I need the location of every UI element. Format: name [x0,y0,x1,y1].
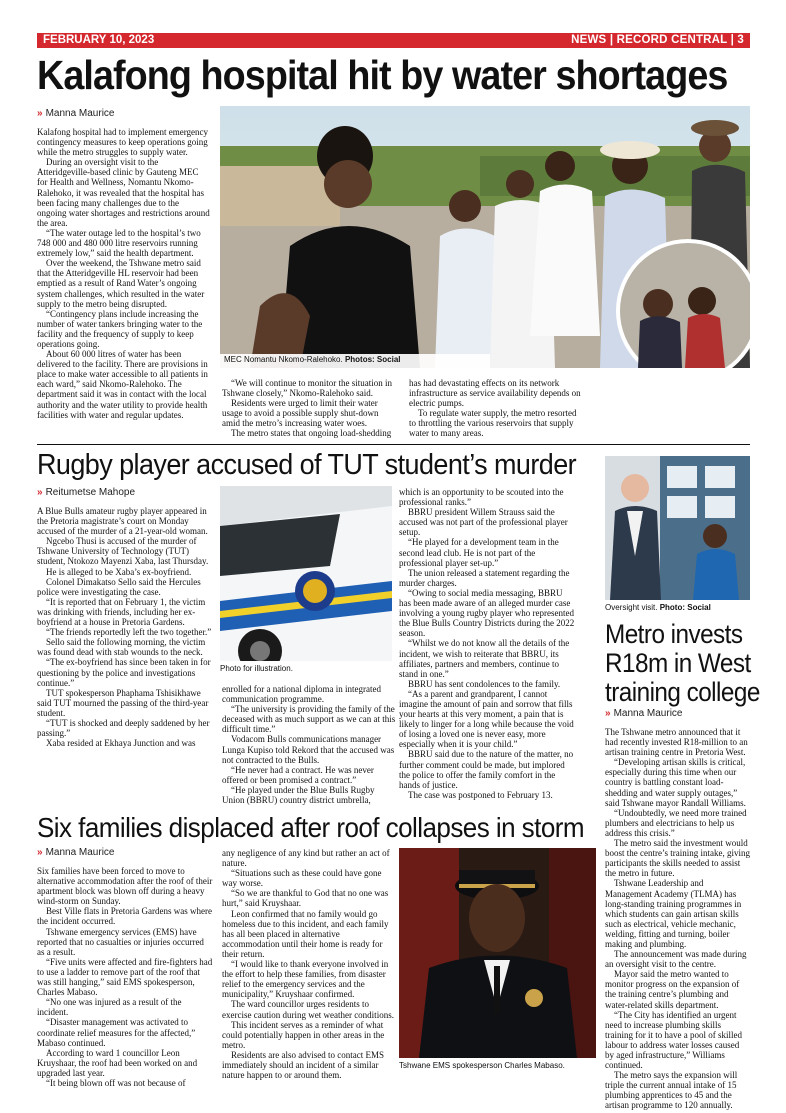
police-vehicle-photo [220,486,392,661]
story1-photo-caption [224,355,401,365]
paragraph: Kalafong hospital had to implement emergency contingency measures to keep operations going while the metro struggles to supply water. [37,127,209,158]
story3-headline-line-2: R18m in West [605,648,751,678]
paragraph: “Owing to social media messaging, BBRU has been made aware of an alleged murder case involving a young rugby player who represented the Blue Bulls Country Districts during the 2022 season. [399,587,575,639]
paragraph: “No one was injured as a result of the incident. [37,997,182,1018]
paragraph: Mayor said the metro wanted to monitor progress on the expansion of the training centre’s plumbing and water-related skills department. [605,969,740,1010]
paragraph: Tshwane emergency services (EMS) have reported that no casualties or injuries occurred as a result. [37,926,204,957]
paragraph: “He never had a contract. He was never offered or been promised a contract.” [222,764,374,785]
paragraph: BBRU has sent condolences to the family. [408,678,561,689]
paragraph: “We will continue to monitor the situation in Tshwane closely,” Nkomo-Ralehoko said. [222,378,392,399]
story4-photo-caption: Tshwane EMS spokesperson Charles Mabaso. [399,1061,565,1070]
paragraph: The announcement was made during an oversight visit to the centre. [605,949,747,970]
paragraph: This incident serves as a reminder of what could potentially happen in other areas in the metro. [222,1019,385,1050]
story4-byline [37,847,114,859]
paragraph: “TUT is shocked and deeply saddened by her passing.” [37,717,210,739]
paragraph: The ward councillor urges residents to exercise caution during wet weather conditions. [222,999,394,1020]
story1-caption-credit: Photos: Social [344,355,401,364]
paragraph: BBRU said due to the nature of the matter, no further comment could be made, but implored the police to offer the family comfort in the hands of justice. [399,749,574,790]
story4-headline: Six families displaced after roof collapses in storm [37,812,584,843]
byline-chevron-icon: » [605,708,611,719]
paragraph: Xaba resided at Ekhaya Junction and was [46,738,196,749]
story1-photo [220,106,750,368]
paragraph: He is alleged to be Xaba’s ex-boyfriend. [46,566,192,577]
story1-column-1 [37,127,210,439]
paragraph: The case was postponed to February 13. [408,789,553,800]
paragraph: During an oversight visit to the Atteridgeville-based clinic by Gauteng MEC for Health and Wellness, Nomantu Nkomo-Ralehoko, it was revealed that the hospital has been facing many challenges due to the ongoing water shortages and restrictions around the area. [37,157,210,228]
paragraph: has had devastating effects on its network infrastructure as service availability depends on electric pumps. [409,378,581,409]
story3-headline-line-1: Metro invests [605,619,743,649]
story2-column-3 [399,487,575,814]
paragraph: “Disaster management was activated to coordinate relief measures for the affected,” Mabaso continued. [37,1017,196,1048]
story1-byline-name: Manna Maurice [45,108,115,119]
paragraph: “So we are thankful to God that no one was hurt,” said Kruyshaar. [222,888,389,909]
story2-photo [220,486,392,661]
paragraph: The Tshwane metro announced that it had recently invested R18-million to an artisan training centre in Pretoria West. [605,727,748,758]
paragraph: To regulate water supply, the metro resorted to throttling the various reservoirs that supply water to many areas. [409,408,577,439]
paragraph: The metro states that ongoing load-shedding [231,428,392,439]
story3-caption-text: Oversight visit. [605,603,660,612]
story1-column-2 [222,378,398,440]
paragraph: “Whilst we do not know all the details of the incident, we wish to reiterate that BBRU, its affiliates, partners and members, continue to stand in one.” [399,638,570,679]
byline-chevron-icon: » [37,847,43,858]
paragraph: “I would like to thank everyone involved in the effort to help these families, from disaster relief to the emergency services and the municipality,” Kruyshaar confirmed. [222,959,389,1000]
paragraph: TUT spokesperson Phaphama Tshisikhawe said TUT mourned the passing of the third-year student. [37,687,209,718]
byline-chevron-icon: » [37,108,43,119]
paragraph: “Contingency plans include increasing the number of water tankers bringing water to the facility and the frequency of supply to keep operations going. [37,308,203,349]
paragraph: “The friends reportedly left the two together.” [46,627,212,638]
paragraph: Best Ville flats in Pretoria Gardens was where the incident occurred. [37,906,212,927]
issue-date: FEBRUARY 10, 2023 [43,34,155,46]
paragraph: Colonel Dimakatso Sello said the Hercules police were investigating the case. [37,576,201,597]
paragraph: According to ward 1 councillor Leon Kruyshaar, the roof had been worked on and upgraded last year. [37,1047,198,1078]
paragraph: Six families have been forced to move to alternative accommodation after the roof of their apartment block was blown off during a heavy wind-storm on Sunday. [37,866,213,907]
paragraph: A Blue Bulls amateur rugby player appeared in the Pretoria magistrate’s court on Monday accused of the murder of a 21-year-old woman. [37,506,208,537]
paragraph: “He played for a development team in the second lead club. He is not part of the professional player set-up.” [399,537,559,568]
page-header-bar [37,33,750,48]
paragraph: enrolled for a national diploma in integrated communication programme. [222,684,381,705]
paragraph: About 60 000 litres of water has been delivered to the facility. There are provisions in place to make water accessible to all patients in each ward,” said Nkomo-Ralehoko. The department said it was in contact with the local authority and the water utility to provide health facilities with water and regular updates. [37,349,208,420]
paragraph: which is an opportunity to be scouted into the professional ranks.” [399,487,564,508]
paragraph: Vodacom Bulls communications manager Lunga Kupiso told Rekord that the accused was not contracted to the Bulls. [222,734,395,765]
story2-byline [37,487,135,499]
paragraph: The union released a statement regarding the murder charges. [399,567,570,588]
paragraph: Over the weekend, the Tshwane metro said that the Atteridgeville HL reservoir had been emptied as a result of Rand Water’s ongoing system challenges, which resulted in the water supply to the metro being disrupted. [37,258,205,309]
ems-spokesperson-photo [399,848,596,1058]
story3-column [605,727,750,1111]
story3-byline-name: Manna Maurice [613,708,683,719]
story3-byline [605,708,682,720]
story4-column-2 [222,848,398,1088]
byline-chevron-icon: » [37,487,43,498]
story3-headline [605,619,760,707]
paragraph: “The ex-boyfriend has since been taken in for questioning by the police and investigations continue.” [37,657,211,688]
paragraph: Leon confirmed that no family would go homeless due to this incident, and each family has all been placed in alternative accommodation until their home is ready for their return. [222,908,389,959]
paragraph: “It is reported that on February 1, the victim was drinking with friends, including her ex-boyfriend at a house in Pretoria Gardens. [37,596,206,628]
story4-photo [399,848,596,1058]
paragraph: any negligence of any kind but rather an act of nature. [222,848,390,869]
paragraph: “Situations such as these could have gone way worse. [222,868,382,889]
paragraph: Ngcebo Thusi is accused of the murder of Tshwane University of Technology (TUT) student, Ntokozo Mayenzi Xaba, last Thursday. [37,536,209,567]
paragraph: The metro says the expansion will triple the current annual intake of 15 plumbing apprentices to 45 and the artisan programme to 120 annually. [605,1070,738,1111]
section-label: NEWS | RECORD CENTRAL | 3 [571,34,744,46]
paragraph: The metro said the investment would boost the centre’s training intake, giving participants the skills needed to assist the metro in future. [605,838,750,879]
paragraph: “The university is providing the family of the deceased with as much support as we can at this difficult time.” [222,704,396,735]
story3-caption-credit: Photo: Social [659,603,711,612]
paragraph: “The City has identified an urgent need to increase plumbing skills training for it to have a pool of skilled labour to address water losses caused by aged infrastructure,” Williams continued. [605,1009,742,1071]
paragraph: “Five units were affected and fire-fighters had to use a ladder to remove part of the roof that was still hanging,” said EMS spokesperson, Charles Mabaso. [37,956,213,998]
story1-headline: Kalafong hospital hit by water shortages [37,52,728,98]
paragraph: Sello said the following morning, the victim was found dead with stab wounds to the neck. [37,637,206,658]
paragraph: “It being blown off was not because of [46,1077,186,1088]
paragraph: Residents are also advised to contact EMS immediately should an incident of a similar nature happen to or around them. [222,1049,384,1081]
story4-byline-name: Manna Maurice [45,847,115,858]
story1-column-3 [409,378,585,440]
story1-byline [37,108,114,120]
paragraph: BBRU president Willem Strauss said the accused was not part of the professional player setup. [399,507,568,538]
hospital-visit-photo [220,106,750,368]
story2-column-2 [222,684,398,814]
story2-photo-caption: Photo for illustration. [220,664,293,673]
story2-headline: Rugby player accused of TUT student’s murder [37,449,577,481]
story1-caption-text: MEC Nomantu Nkomo-Ralehoko. [224,355,345,364]
training-college-photo [605,456,750,600]
paragraph: Tshwane Leadership and Management Academy (TLMA) has long-standing training programmes in which students can gain artisan skills such as electrical, vehicle mechanic, welding, fitting and turning, boiler making and plumbing. [605,878,742,949]
paragraph: “Developing artisan skills is critical, especially during this time when our country is battling constant load-shedding and water supply outages,” said Tshwane mayor Randall Williams. [605,757,746,808]
story3-headline-line-3: training college [605,677,760,707]
paragraph: “The water outage led to the hospital’s two 748 000 and 480 000 litre reservoirs running extremely low,” said the health department. [37,227,201,259]
story3-photo-caption [605,603,711,613]
paragraph: “He played under the Blue Bulls Rugby Union (BBRU) country district umbrella, [222,784,375,806]
paragraph: “As a parent and grandparent, I cannot imagine the amount of pain and sorrow that fills your hearts at this very moment, a pain that is likely to linger for a long while because the void of losing a loved one is never easy, more especially when it is your child.” [399,688,574,750]
paragraph: Residents were urged to limit their water usage to avoid a possible supply shut-down amid the metro’s increasing water woes. [222,398,379,429]
story2-byline-name: Reitumetse Mahope [45,487,136,498]
divider-rule [37,444,750,445]
story2-column-1 [37,506,213,814]
story3-photo [605,456,750,600]
story4-column-1 [37,866,213,1086]
paragraph: “Undoubtedly, we need more trained plumbers and electricians to help us address this crisis.” [605,807,747,838]
